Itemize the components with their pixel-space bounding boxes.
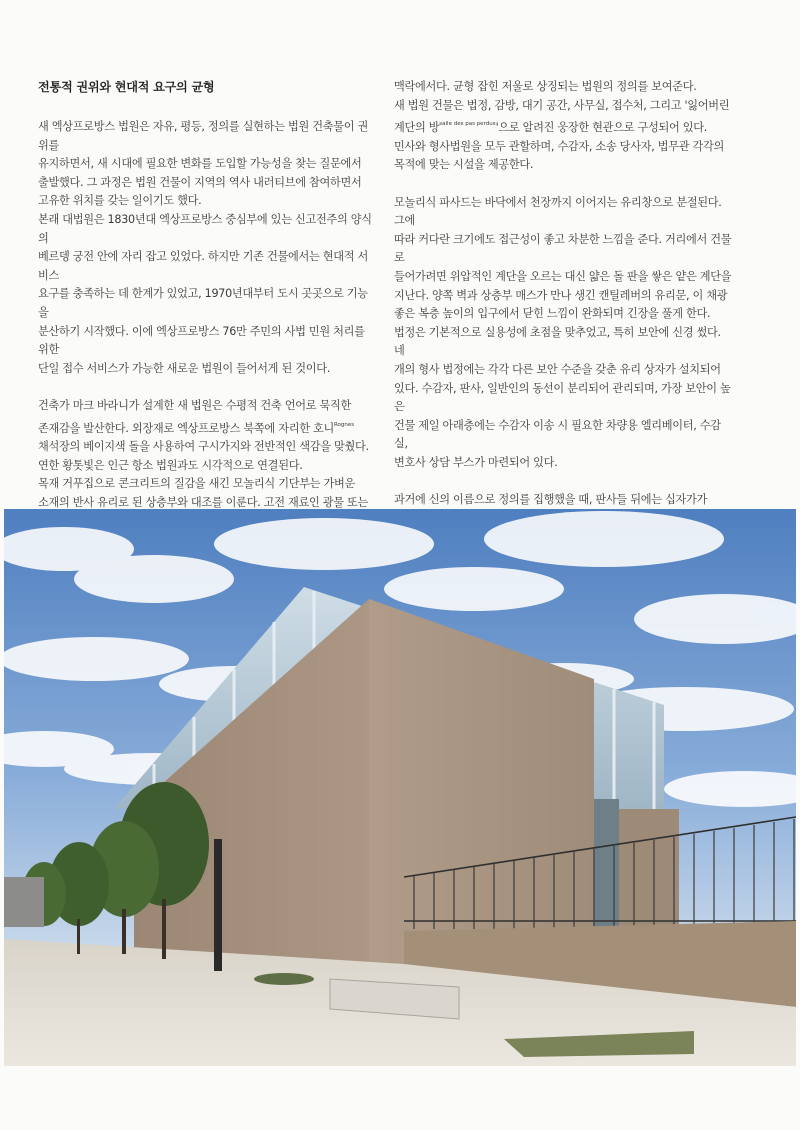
planter xyxy=(254,973,314,985)
line: 새 엑상프로방스 법원은 자유, 평등, 정의를 실현하는 법원 건축물이 권위를 xyxy=(38,120,369,152)
line: 좋은 복층 높이의 입구에서 닫힌 느낌이 완화되며 긴장을 풀게 한다. xyxy=(394,307,711,321)
line: 과거에 신의 이름으로 정의를 집행했을 때, 판사들 뒤에는 십자가가 xyxy=(394,493,707,507)
line: 베르뎅 궁전 안에 자리 잡고 있었다. 하지만 기존 건물에서는 현대적 서비스 xyxy=(38,250,369,282)
line: 법정은 기본적으로 실용성에 초점을 맞추었고, 특히 보안에 신경 썼다. 네 xyxy=(394,325,721,358)
line: 유지하면서, 새 시대에 필요한 변화를 도입할 가능성을 찾는 질문에서 xyxy=(38,157,362,171)
line: 분산하기 시작했다. 이에 엑상프로방스 76만 주민의 사법 민원 처리를 위한 xyxy=(38,324,365,357)
line: 지난다. 양쪽 벽과 상층부 매스가 만나 생긴 캔틸레버의 유리문, 이 채광 xyxy=(394,288,728,302)
line: 민사와 형사법원을 모두 관할하며, 수감자, 소송 당사자, 법무관 각각의 xyxy=(394,139,725,153)
line: 단일 접수 서비스가 가능한 새로운 법원이 들어서게 된 것이다. xyxy=(38,361,330,375)
line: 맥락에서다. 균형 잡힌 저울로 상징되는 법원의 정의를 보여준다. xyxy=(394,80,697,93)
distant-building xyxy=(4,877,44,927)
line: 건물 제일 아래층에는 수감자 이송 시 필요한 차량용 엘리베이터, 수감실, xyxy=(394,418,721,451)
sign-pole xyxy=(214,839,222,971)
line: 요구를 충족하는 데 한계가 있었고, 1970년대부터 도시 곳곳으로 기능을 xyxy=(38,287,368,319)
stone-annex xyxy=(619,809,679,929)
line: 계단의 방 xyxy=(394,121,440,135)
line: 따라 커다란 크기에도 접근성이 좋고 차분한 느낌을 준다. 거리에서 건물로 xyxy=(394,232,732,265)
courthouse-photo xyxy=(4,509,796,1066)
footnote-rognes: Rognes xyxy=(333,421,355,428)
line: 건축가 마크 바라니가 설계한 새 법원은 수평적 건축 언어로 묵직한 xyxy=(38,398,351,412)
line: '으로 알려진 웅장한 현관으로 구성되어 있다. xyxy=(495,121,708,135)
glass-entry xyxy=(594,799,619,939)
line: 본래 대법원은 1830년대 엑상프로방스 중심부에 있는 신고전주의 양식의 xyxy=(38,212,372,245)
line: 변호사 상담 부스가 마련되어 있다. xyxy=(394,455,558,469)
line: 목적에 맞는 시설을 제공한다. xyxy=(394,158,534,172)
line: 고유한 위치를 갖는 일이기도 했다. xyxy=(38,194,202,208)
paragraph-3 xyxy=(394,78,734,175)
line: 존재감을 발산한다. 외장재로 엑상프로방스 북쪽에 자리한 호니 xyxy=(38,421,334,435)
courthouse-illustration xyxy=(4,509,796,1066)
line: 소재의 반사 유리로 된 상층부와 대조를 이룬다. 고전 재료인 광물 또는 xyxy=(38,495,369,509)
article-heading: 전통적 권위와 현대적 요구의 균형 xyxy=(38,80,215,94)
line: 새 법원 건물은 법정, 감방, 대기 공간, 사무실, 접수처, 그리고 '잃어버린 xyxy=(394,98,730,112)
line: 연한 황톳빛은 인근 항소 법원과도 시각적으로 연결된다. xyxy=(38,458,303,472)
line: 출발했다. 그 과정은 법원 건물이 지역의 역사 내러티브에 참여하면서 xyxy=(38,175,362,189)
footnote-salle: salle des pas perdus xyxy=(439,121,496,128)
line: 개의 형사 법정에는 각각 다른 보안 수준을 갖춘 유리 상자가 설치되어 xyxy=(394,362,721,376)
line: 목재 거푸집으로 콘크리트의 질감을 새긴 모놀리식 기단부는 가벼운 xyxy=(38,477,355,491)
paragraph-4 xyxy=(394,194,734,473)
line: 채석장의 베이지색 돌을 사용하여 구시가지와 전반적인 색감을 맞췄다. xyxy=(38,440,369,454)
paragraph-1 xyxy=(38,118,376,378)
left-column xyxy=(38,78,376,568)
line: 모놀리식 파사드는 바닥에서 천장까지 이어지는 유리창으로 분절된다. 그에 xyxy=(394,195,722,228)
line: 들어가려면 위압적인 계단을 오르는 대신 얇은 돌 판을 쌓은 얕은 계단을 xyxy=(394,269,732,283)
line: 있다. 수감자, 판사, 일반인의 동선이 분리되어 관리되며, 가장 보안이 높은 xyxy=(394,381,731,414)
